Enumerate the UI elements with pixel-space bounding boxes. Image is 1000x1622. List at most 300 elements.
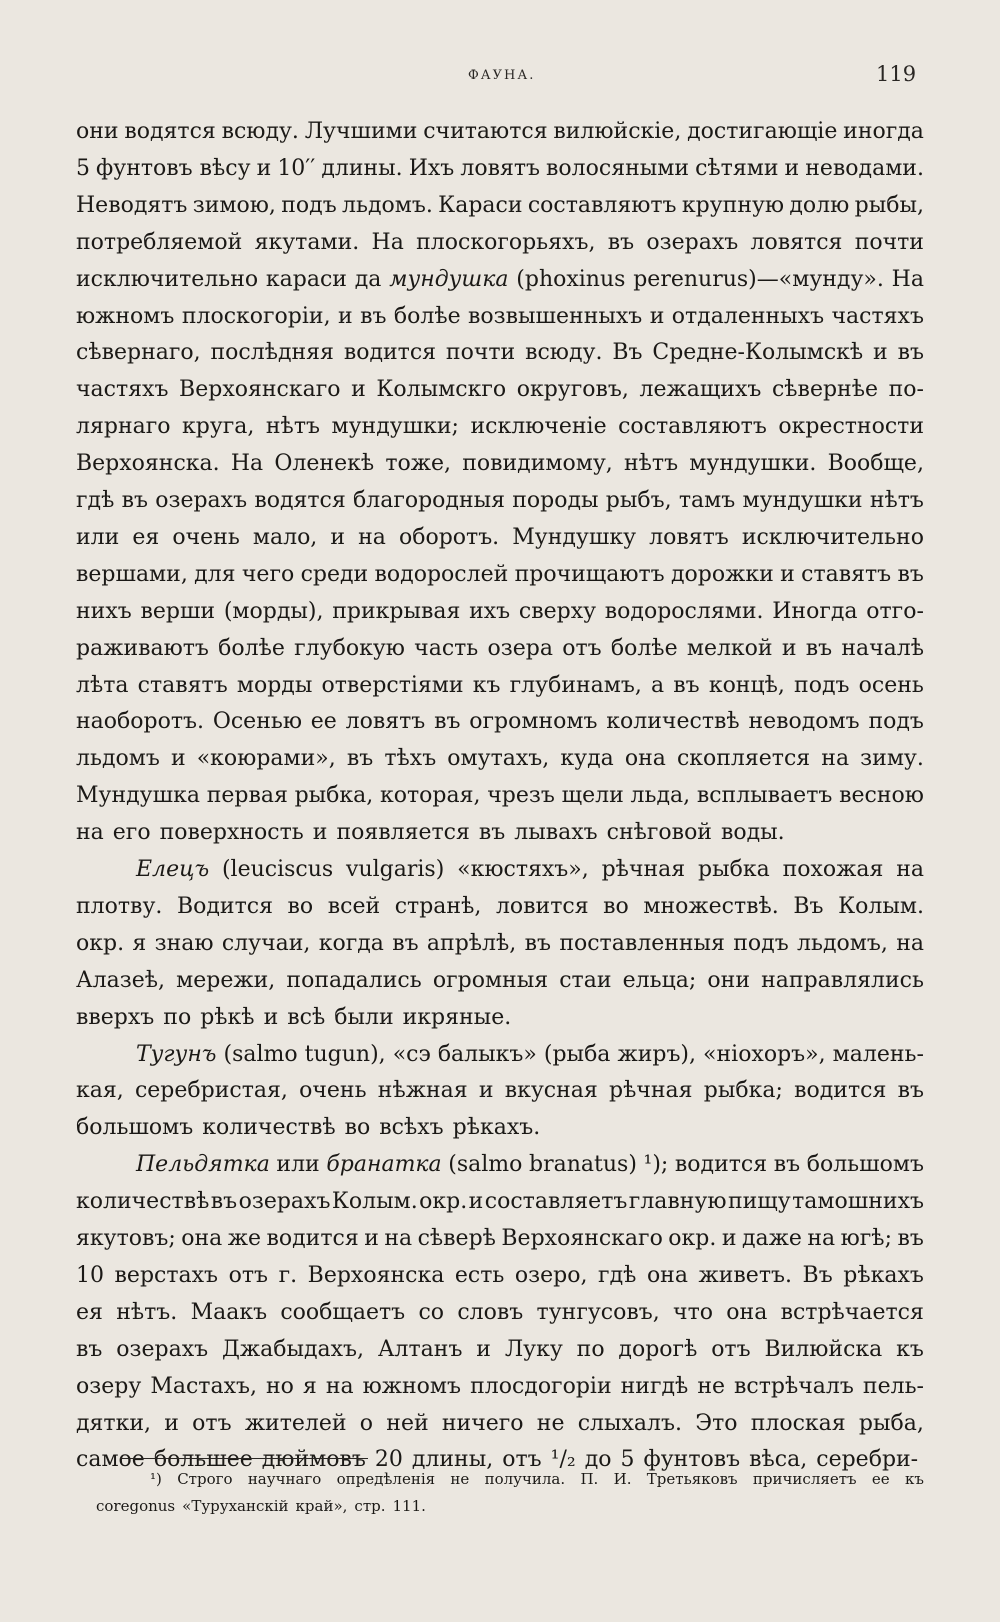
word: потребляемой <box>76 229 243 255</box>
word: и <box>476 1336 491 1362</box>
word: и <box>256 155 272 181</box>
word: количествѣ <box>76 1189 210 1215</box>
word: я <box>302 1373 317 1399</box>
word: ничего <box>441 1410 524 1436</box>
word: наоборотъ. <box>76 709 205 735</box>
footnote-line <box>96 1493 924 1519</box>
footnote-word: научнаго <box>247 1470 322 1488</box>
footnote-word: «Туруханскій <box>182 1497 289 1515</box>
word: когда <box>318 930 384 956</box>
word: воды. <box>720 820 785 846</box>
word: главную <box>628 1189 727 1215</box>
word: отъ <box>228 1262 269 1288</box>
word: же <box>227 1226 262 1251</box>
text-line <box>76 815 924 851</box>
word: Верхоянска. <box>76 451 220 477</box>
word: очень <box>172 524 240 550</box>
word: подъ <box>733 930 789 956</box>
word: водорослями. <box>604 598 764 624</box>
word: знаю <box>154 930 214 956</box>
text-line <box>136 852 924 888</box>
word: пищу <box>727 1189 791 1215</box>
footnote-word: Третьяковъ <box>646 1470 738 1488</box>
word: даже <box>741 1226 802 1251</box>
text-line <box>76 594 924 630</box>
word: Алтанъ <box>377 1336 463 1362</box>
footnote-word: 111. <box>392 1497 426 1515</box>
word: нѣтъ <box>265 414 320 440</box>
word: и <box>330 524 346 550</box>
word: озеру <box>76 1373 142 1399</box>
word: вверхъ <box>76 1004 155 1030</box>
word: ельца; <box>622 967 697 993</box>
word: лежащихъ <box>639 377 762 403</box>
word: водятся <box>254 488 346 513</box>
text-line <box>76 704 924 740</box>
word: озерахъ <box>646 229 739 255</box>
word: на <box>384 1226 413 1251</box>
word: и <box>351 377 366 403</box>
word: и <box>721 1226 737 1251</box>
word: мундушки. <box>689 451 817 477</box>
word: лярнаго <box>76 414 171 440</box>
word: рыбка, <box>294 783 374 809</box>
word: На <box>371 229 404 255</box>
page-number: 119 <box>876 62 917 86</box>
word: или <box>276 1152 320 1178</box>
word: составляютъ <box>618 414 767 440</box>
word: фунтовъ вѣсу <box>96 155 251 181</box>
word: ставятъ <box>801 561 892 587</box>
word: караси <box>265 266 347 292</box>
word: подъ <box>281 192 337 218</box>
word: она <box>624 746 666 772</box>
word: южномъ <box>76 303 175 329</box>
word: якутами. <box>254 229 360 255</box>
word: сѣверѣ <box>417 1226 496 1251</box>
word: глубокую <box>294 635 405 661</box>
footnote-word: край», <box>295 1497 348 1515</box>
word: Ихъ <box>408 155 455 181</box>
word: а <box>651 672 665 698</box>
word: (морды), <box>223 598 324 624</box>
word: рыбы, <box>854 192 924 218</box>
word: въ <box>897 561 924 587</box>
word: тоже, <box>385 451 451 477</box>
footnote-word: стр. <box>354 1497 386 1515</box>
word: считаются <box>423 119 548 144</box>
word: повидимому, <box>462 451 613 477</box>
word: льдомъ <box>76 746 160 772</box>
word: плосдогоріи <box>470 1373 612 1399</box>
word: (salmo <box>448 1152 523 1178</box>
word: она <box>181 1226 223 1251</box>
word: и <box>312 820 328 846</box>
word: окр. <box>419 1189 468 1215</box>
word: сверху <box>518 598 597 624</box>
word: водятся <box>124 119 216 144</box>
footnote-word: coregonus <box>96 1497 176 1515</box>
word: да <box>354 266 382 292</box>
word: исключительно <box>741 524 924 550</box>
word: нѣтъ <box>623 451 679 477</box>
word: Мундушка <box>76 783 200 809</box>
word: началѣ <box>841 635 924 661</box>
word: мало, <box>252 524 318 550</box>
word: появляется <box>336 820 470 846</box>
word: водорослей <box>374 561 509 587</box>
word: Елецъ <box>136 857 210 882</box>
word: количествѣ <box>202 1115 336 1141</box>
word: странѣ, <box>394 893 482 919</box>
word: озеро, <box>514 1262 588 1288</box>
word: дятки, <box>76 1410 152 1436</box>
word: рыбка <box>698 857 770 882</box>
word: рѣкахъ. <box>452 1115 541 1141</box>
word: вилюйскіе, <box>553 119 682 144</box>
word: въ <box>897 1078 924 1104</box>
word: сѣтями <box>695 155 779 181</box>
word: я <box>132 930 147 956</box>
page-header <box>0 62 1000 92</box>
word: плотву. <box>76 893 163 919</box>
word: волосяными <box>546 155 690 181</box>
word: (leuciscus <box>221 857 334 882</box>
word: въ <box>210 1189 238 1215</box>
word: стаи <box>559 967 612 993</box>
word: во <box>344 1115 371 1141</box>
word: поставленныя <box>559 930 725 956</box>
word: плоская <box>750 1410 846 1436</box>
word: огромномъ <box>469 709 598 735</box>
word: всѣхъ <box>379 1115 444 1141</box>
word: югѣ; <box>840 1226 892 1251</box>
footnote-word: причисляетъ <box>752 1470 857 1488</box>
word: частяхъ <box>76 377 169 403</box>
word: perenurus)—«мунду». <box>633 266 884 292</box>
text-line <box>76 299 924 335</box>
word: случаи, <box>221 930 311 956</box>
text-line <box>76 520 924 556</box>
word: (phoxinus <box>516 266 626 292</box>
word: благородныя <box>352 488 506 513</box>
word: верстахъ <box>114 1262 219 1288</box>
word: тамъ <box>678 488 736 513</box>
word: «кюстяхъ», <box>457 857 589 882</box>
word: отъ <box>562 635 602 661</box>
word: Въ <box>802 1262 833 1288</box>
text-line <box>76 631 924 667</box>
footnote-word: П. <box>580 1470 599 1488</box>
word: болѣе <box>393 303 461 329</box>
word: «сэ <box>392 1041 431 1067</box>
word: она <box>646 1262 688 1288</box>
text-line <box>76 114 924 150</box>
word: южномъ <box>362 1373 462 1399</box>
word: пель- <box>862 1373 924 1399</box>
word: въ <box>805 635 833 661</box>
word: они <box>707 967 750 993</box>
word: 10 <box>76 1262 104 1288</box>
footnote-word: не <box>450 1470 470 1488</box>
word: на <box>325 1373 354 1399</box>
word: ловятся <box>750 229 843 255</box>
word: ея <box>132 524 160 550</box>
word: длины. <box>321 155 403 181</box>
footnote-word: къ <box>904 1470 924 1488</box>
word: что <box>673 1299 713 1325</box>
word: и <box>780 561 795 587</box>
word: ней <box>386 1410 429 1436</box>
word: озерахъ <box>238 1189 331 1215</box>
word: мундушки <box>742 488 863 513</box>
word: нихъ <box>76 598 132 624</box>
word: въ <box>360 303 387 329</box>
text-line <box>76 151 924 187</box>
text-line <box>76 335 924 371</box>
word: на <box>896 857 924 882</box>
word: (рыба <box>543 1041 611 1067</box>
word: вѣса, <box>749 1447 808 1473</box>
word: сѣвернѣе <box>771 377 878 403</box>
word: балыкъ» <box>437 1041 537 1067</box>
word: въ <box>773 1152 801 1178</box>
word: не <box>536 1410 565 1436</box>
word: На <box>891 266 924 292</box>
word: Верхоянскаго <box>179 377 341 403</box>
word: снѣговой <box>606 820 712 846</box>
word: подъ <box>868 709 924 735</box>
word: къ <box>472 672 501 698</box>
word: тунгусовъ, <box>536 1299 660 1325</box>
word: и <box>468 1189 484 1215</box>
word: дюймовъ <box>261 1447 366 1473</box>
word: вкусная <box>504 1078 598 1104</box>
word: прочищаютъ <box>514 561 665 587</box>
word: рѣчная <box>609 1078 693 1104</box>
text-line <box>76 1221 924 1257</box>
word: тамошнихъ <box>792 1189 924 1215</box>
word: всѣ <box>287 1004 326 1030</box>
word: самое <box>76 1447 145 1473</box>
word: озера <box>487 635 553 661</box>
word: рѣкѣ <box>200 1004 255 1030</box>
word: большее <box>153 1447 253 1473</box>
word: отго- <box>866 598 924 624</box>
word: чрезъ <box>487 783 555 809</box>
word: Иногда <box>772 598 858 624</box>
text-line <box>76 778 924 814</box>
word: ихъ <box>469 598 511 624</box>
text-line <box>76 1369 924 1405</box>
word: г. <box>278 1262 298 1288</box>
word: встрѣчается <box>780 1299 924 1325</box>
word: которая, <box>380 783 481 809</box>
word: нѣтъ <box>869 488 924 513</box>
word: для <box>194 561 236 587</box>
word: или <box>76 524 120 550</box>
text-line <box>76 483 924 519</box>
word: достигающіе <box>687 119 838 144</box>
word: по <box>163 1004 192 1030</box>
word: подъ <box>794 672 850 698</box>
word: долю <box>789 192 850 218</box>
word: нѣжная <box>377 1078 468 1104</box>
word: мережи, <box>176 967 276 993</box>
word: ¹); <box>643 1152 669 1178</box>
word: въ <box>524 930 551 956</box>
word: и <box>478 1078 494 1104</box>
word: Въ <box>793 893 824 919</box>
text-line <box>76 926 924 962</box>
word: щели <box>561 783 624 809</box>
word: дорогѣ <box>618 1336 698 1362</box>
word: часть <box>414 635 479 661</box>
word: водится <box>674 1152 768 1178</box>
word: въ <box>76 1336 103 1362</box>
word: на <box>76 820 104 846</box>
footnote-word: получила. <box>484 1470 566 1488</box>
word: округовъ, <box>516 377 629 403</box>
word: оборотъ. <box>398 524 500 550</box>
word: весною <box>839 783 924 809</box>
word: множествѣ. <box>643 893 779 919</box>
text-line <box>76 889 924 925</box>
word: круга, <box>181 414 255 440</box>
word: похожая <box>782 857 884 882</box>
word: осень <box>858 672 924 698</box>
word: и <box>170 746 186 772</box>
word: иногда <box>843 119 924 144</box>
word: ловятъ <box>345 709 426 735</box>
word: встрѣчалъ <box>734 1373 854 1399</box>
word: поверхность <box>159 820 304 846</box>
word: со <box>418 1299 445 1325</box>
word: тѣхъ <box>384 746 437 772</box>
word: Неводятъ <box>76 192 188 218</box>
footnote-word: ее <box>871 1470 890 1488</box>
word: почти <box>445 340 516 366</box>
word: 10′′ <box>277 155 316 181</box>
word: отъ <box>192 1410 232 1436</box>
word: глубинамъ, <box>509 672 642 698</box>
word: Это <box>695 1410 738 1436</box>
word: породы <box>512 488 599 513</box>
word: отдаленныхъ <box>671 303 825 329</box>
word: послѣдняя <box>210 340 334 366</box>
word: рѣкахъ <box>843 1262 924 1288</box>
word: рѣчная <box>601 857 686 882</box>
word: большомъ <box>806 1152 924 1178</box>
word: въ <box>897 340 924 366</box>
word: исключеніе <box>470 414 607 440</box>
word: ее <box>310 709 337 735</box>
word: мундушка <box>389 266 509 292</box>
word: ловятъ <box>649 524 729 550</box>
word: рыбъ, <box>605 488 672 513</box>
word: болѣе <box>610 635 678 661</box>
word: въ <box>121 488 148 513</box>
word: 20 <box>374 1447 403 1473</box>
word: рыбка; <box>703 1078 783 1104</box>
word: всюду. <box>221 119 299 144</box>
word: Верхоянска <box>307 1262 445 1288</box>
running-title: ФАУНА. <box>468 68 536 83</box>
word: неводами. <box>805 155 924 181</box>
word: словъ <box>457 1299 524 1325</box>
word: о <box>359 1410 374 1436</box>
word: почти <box>854 229 924 255</box>
word: серебри- <box>816 1447 919 1473</box>
word: первая <box>206 783 288 809</box>
word: большомъ <box>76 1115 194 1141</box>
word: нѣтъ. <box>116 1299 178 1325</box>
word: льдомъ, <box>797 930 888 956</box>
word: Водится <box>176 893 273 919</box>
word: Маакъ <box>190 1299 268 1325</box>
word: плоскогоріи, <box>181 303 331 329</box>
word: въ <box>673 672 700 698</box>
word: Въ <box>612 340 643 366</box>
word: ставятъ <box>137 672 228 698</box>
text-line <box>76 372 924 408</box>
word: среди <box>300 561 369 587</box>
word: на <box>807 1226 836 1251</box>
word: и <box>781 635 797 661</box>
word: на <box>896 930 924 956</box>
text-line <box>76 225 924 261</box>
word: отъ <box>502 1447 542 1473</box>
word: Тугунъ <box>136 1041 217 1067</box>
text-line <box>76 262 924 298</box>
word: (salmo <box>223 1041 298 1067</box>
word: рыба, <box>858 1410 924 1436</box>
word: ¹/₂ <box>550 1447 576 1473</box>
word: отъ <box>711 1336 751 1362</box>
word: водится <box>794 1078 887 1104</box>
text-line <box>136 1037 924 1073</box>
word: «ніохоръ», <box>703 1041 826 1067</box>
word: въ <box>434 709 461 735</box>
word: вершами, <box>76 561 188 587</box>
word: якутовъ; <box>76 1226 176 1251</box>
word: направлялись <box>761 967 924 993</box>
word: льдомъ. <box>342 192 433 218</box>
word: и <box>337 303 353 329</box>
word: лѣта <box>76 672 129 698</box>
word: во <box>287 893 314 919</box>
word: огромныя <box>432 967 549 993</box>
footnote-word: ¹) <box>150 1470 162 1488</box>
word: окр. <box>76 930 125 956</box>
word: и <box>364 1226 379 1251</box>
word: въ <box>392 930 419 956</box>
footnote-word: опредѣленія <box>336 1470 436 1488</box>
word: ловятъ <box>460 155 540 181</box>
word: во <box>603 893 629 919</box>
word: попадались <box>286 967 422 993</box>
word: отверстіями <box>321 672 464 698</box>
word: Верхоянскаго <box>501 1226 663 1251</box>
word: нигдѣ <box>620 1373 689 1399</box>
word: количествѣ <box>606 709 740 735</box>
word: сообщаетъ <box>280 1299 406 1325</box>
word: кая, <box>76 1078 124 1104</box>
word: Колым. <box>331 1189 418 1215</box>
word: Осенью <box>212 709 302 735</box>
word: Луку <box>504 1336 563 1362</box>
word: были <box>334 1004 394 1030</box>
